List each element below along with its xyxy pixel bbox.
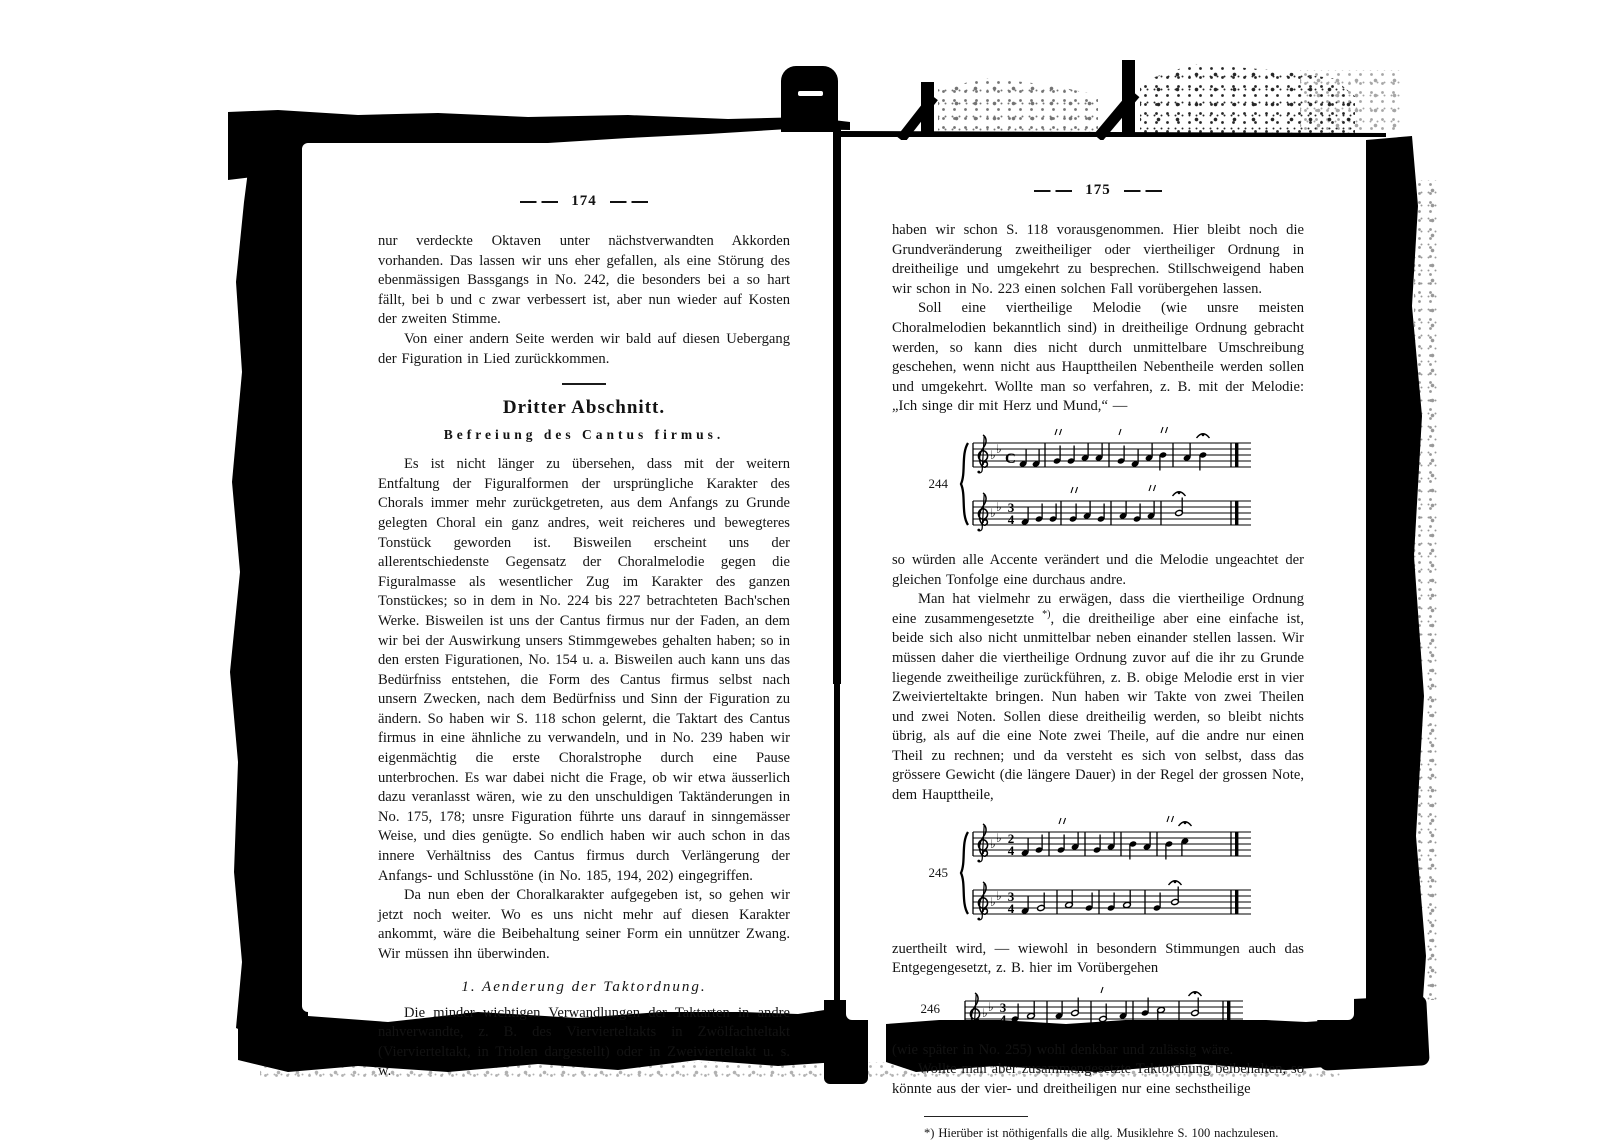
pageno-dash-right (610, 201, 648, 203)
right-paragraph-2: Soll eine viertheilige Melodie (wie unsre meisten Choralmelodien bekanntlich sind) in dreitheilige Ordnung gebracht werden, so kann dies nicht durch unmittelbare Umschreibung geschehen, wenn nicht aus Haupttheilen Nebentheile werden sollen und umgekehrt. Wollte man so verfahren, z. B. mit der Melodie: „Ich singe dir mit Herz und Mund,“ — (892, 300, 1304, 415)
time-signature: 4 (1007, 511, 1015, 527)
example-244-label: 244 (928, 475, 948, 491)
treble-clef-icon (977, 824, 987, 862)
footnote-rule (924, 1116, 1028, 1118)
music-example-245 (918, 812, 1304, 934)
scan-spine-knob (781, 66, 838, 132)
svg-text:♭: ♭ (996, 441, 1002, 456)
left-paragraph-3: Es ist nicht länger zu übersehen, dass mit der weitern Entfaltung der Figuralformen der ursprüngliche Karakter des Chorals immer mehr zurückgetreten, aus dem Anfangs zu Grunde gelegten Choral ein ganz andres, weit reicheres und bewegteres Tonstück geworden ist. Bisweilen erscheint uns der allerentschiedenste Gegensatz der Choralmelodie gegen die Figuralmasse als wesentlicher Zug im Karakter des ganzen Tonstückes; so in dem in No. 224 bis 227 betrachteten Bach'schen Werke. Bisweilen ist uns der Cantus firmus nur der Faden, an dem wir bei der Auswirkung unsers Stimmgewebes gehalten haben; so in den ersten Figurationen, No. 154 u. a. Bisweilen auch kann uns das Bedürfniss entstehen, die Form des Cantus firmus selbst nach unsern Zwecken, nach dem Bedürfniss und Sinn der Figuration zu ändern. So haben wir S. 118 schon gelernt, die Taktart des Cantus firmus in eine ähnliche zu verwandeln, und in No. 239 haben wir eigenmächtig die erste Choralstrophe durch eine Pause unterbrochen. Es war dabei nicht die Frage, ob wir etwa äusserlich dazu veranlasst wären, wie zu den unschuldigen Taktänderungen in No. 175, 178; unsre Figuration führte uns darauf in sinngemässer Weise, und dies genügte. So endlich haben wir auch schon in das innere Verhältniss des Cantus firmus durch Verlängerung der Anfangs- und Schlusstöne (in No. 185, 194, 202) eingegriffen. (378, 456, 790, 884)
section-title: Dritter Abschnitt. (502, 397, 666, 419)
right-paragraph-3: so würden alle Accente verändert und die Melodie ungeachtet der gleichen Tonfolge eine durchaus andre. (892, 551, 1304, 588)
right-page-content (846, 140, 1354, 1141)
section-divider-rule (562, 383, 606, 385)
music-example-244-svg (955, 423, 1255, 545)
fermata-icon (1179, 821, 1192, 826)
svg-text:♭: ♭ (990, 836, 996, 851)
svg-text:♭: ♭ (990, 894, 996, 909)
left-page (302, 143, 818, 1080)
right-paragraph-4 (892, 590, 1304, 806)
pageno-dash-left (520, 201, 558, 203)
section-subtitle: Befreiung des Cantus firmus. (443, 427, 725, 443)
system-brace (961, 832, 968, 914)
left-paragraph-2: Von einer andern Seite werden wir bald auf diesen Uebergang der Figuration in Lied zurückkommen. (378, 330, 790, 367)
treble-clef-icon (969, 993, 979, 1031)
svg-text:♭: ♭ (996, 830, 1002, 845)
svg-text:♭: ♭ (988, 999, 994, 1014)
paragraph-4-rest: , die dreitheilige aber eine einfache ist, beide sich also nicht unmittelbar neben einander stellen lassen. Wir müssen daher die viertheilige Ordnung zuvor auf die ihr zu Grunde liegende zweitheilige zurückführen, z. B. obige Melodie erst in vier Zweivierteltakte bringen. Nun haben wir Takte von zwei Theilen und zwei Noten. Sollen diese dreitheilig werden, so bleibt nichts übrig, als auf die eine Note zwei Theile, auf die andre nur einen Theil zu rechnen; und da versteht es sich von selbst, dass das grössere Gewicht (die längere Dauer) in der Regel der grossen Note, dem Haupttheile, (892, 610, 1304, 804)
right-paragraph-1: haben wir schon S. 118 vorausgenommen. Hier bleibt noch die Grundveränderung zweitheiliger oder viertheiliger Ordnung in dreitheilige und umgekehrt zu besprechen. Stillschweigend haben wir schon in No. 223 einen solchen Fall vorübergehen lassen. (892, 222, 1304, 297)
time-signature: 4 (1007, 842, 1015, 858)
pageno-dash-left (1034, 190, 1072, 192)
time-signature: 2 (1007, 830, 1015, 846)
time-signature: 3 (1007, 499, 1015, 515)
music-example-246 (910, 981, 1304, 1037)
scan-speckle-cloud-3 (1300, 70, 1400, 132)
scan-spine-line-lower (834, 680, 840, 1016)
time-signature: 4 (1007, 900, 1015, 916)
scan-spine-line (833, 124, 841, 684)
right-page-number: 175 (1085, 182, 1111, 198)
left-paragraph-4: Da nun eben der Choralkarakter aufgegeben ist, so gehen wir jetzt noch weiter. Wo es uns nicht mehr auf diesen Karakter ankommt, wäre die Beibehaltung seiner Form ein unnützer Zwang. Wir müssen ihn überwinden. (378, 887, 790, 962)
paragraph-4-lead: Man hat vielmehr zu erwägen, dass die viertheilige Ordnung eine zusammengesetzte (892, 591, 1304, 627)
time-signature: 4 (999, 1011, 1007, 1027)
svg-text:♭: ♭ (996, 499, 1002, 514)
fermata-icon (1189, 991, 1202, 996)
left-page-number: 174 (571, 193, 597, 209)
left-page-content (302, 143, 818, 1082)
svg-text:♭: ♭ (996, 888, 1002, 903)
footnote-text: *) Hierüber ist nöthigenfalls die allg. Musiklehre S. 100 nachzulesen. (924, 1126, 1279, 1141)
time-signature: 3 (999, 999, 1007, 1015)
time-signature: C (1005, 450, 1016, 467)
fermata-icon (1197, 433, 1210, 438)
music-example-244 (918, 423, 1304, 545)
right-paragraph-5: zuertheilt wird, — wiewohl in besondern Stimmungen auch das Entgegengesetzt, z. B. hier im Vorübergehen (892, 940, 1304, 977)
right-page-number-row (892, 182, 1304, 199)
svg-text:♭: ♭ (990, 505, 996, 520)
left-page-number-row (378, 193, 790, 210)
treble-clef-icon (977, 493, 987, 531)
time-signature: 3 (1007, 888, 1015, 904)
fermata-icon (1173, 491, 1186, 496)
subsection-heading: 1. Aenderung der Taktordnung. (461, 978, 707, 995)
fermata-icon (1169, 880, 1182, 885)
right-paragraph-7: Wollte man aber zusammengesetzte Taktordnung beibehalten, so könnte aus der vier- und dreitheiligen nur eine sechstheilige (892, 1061, 1304, 1098)
left-paragraph-5: Die minder wichtigen Verwandlungen der Taktarten in andre nahverwandte, z. B. des Viervierteltakts in Zwölfachteltakt (Viervierteltakt, in Triolen dargestellt) oder in Zweivierteltakt u. s. w. (378, 1004, 790, 1080)
scan-speckle-cloud-1 (938, 78, 1098, 135)
svg-text:♭: ♭ (990, 447, 996, 462)
music-example-245-svg (955, 812, 1255, 934)
example-245-label: 245 (928, 864, 948, 880)
scan-spine-knob-gap (798, 91, 823, 96)
right-page (846, 140, 1354, 1141)
left-paragraph-1: nur verdeckte Oktaven unter nächstverwandten Akkorden vorhanden. Das lassen wir uns eher gefallen, als eine Störung des ebenmässigen Bassgangs in No. 242, die besonders bei a so hart fällt, bei b und c zwar verbessert ist, aber nun wieder auf Kosten der zweiten Stimme. (378, 233, 790, 328)
right-paragraph-6: (wie später in No. 255) wohl denkbar und zulässig wäre. (892, 1041, 1234, 1058)
treble-clef-icon (977, 882, 987, 920)
svg-text:♭: ♭ (982, 1005, 988, 1020)
pageno-dash-right (1124, 190, 1162, 192)
scan-border-right-fringe (1414, 180, 1438, 1000)
treble-clef-icon (977, 435, 987, 473)
footnote-marker: *) (1042, 608, 1051, 620)
system-brace (961, 443, 968, 525)
example-246-label: 246 (920, 1000, 940, 1016)
music-example-246-svg (947, 981, 1247, 1037)
